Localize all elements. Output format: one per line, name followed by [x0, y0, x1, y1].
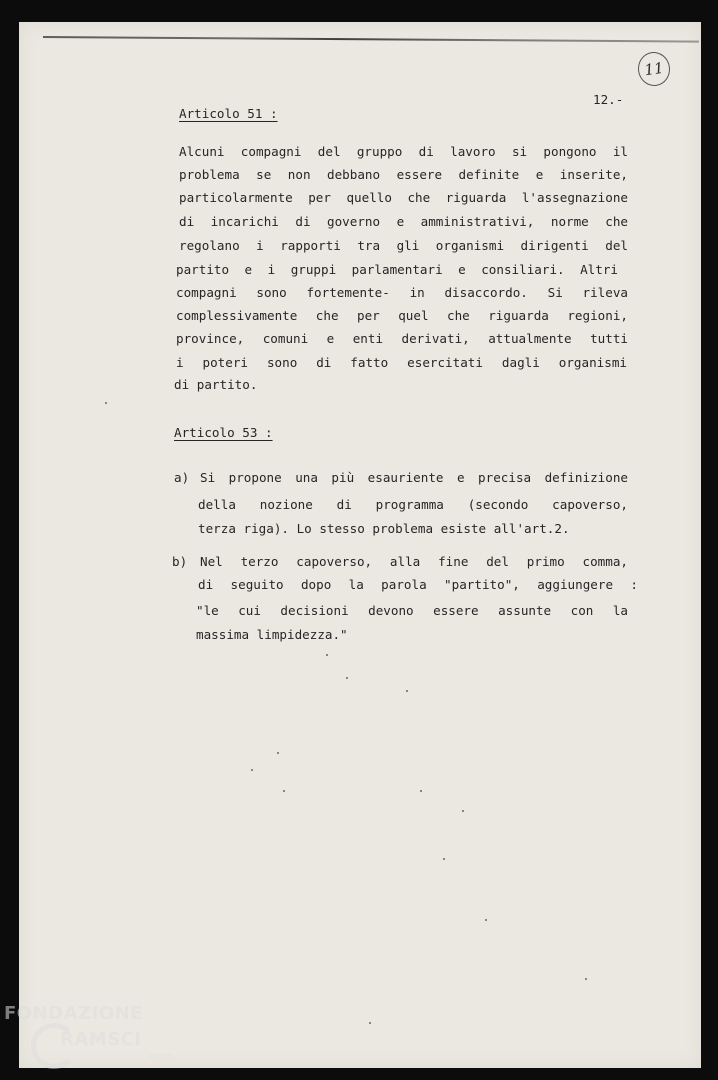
- paper-speck: [585, 978, 587, 980]
- item-a-line: della nozione di programma (secondo capoverso,: [198, 497, 628, 512]
- paper-speck: [105, 402, 107, 404]
- page-stamp: 11: [636, 50, 672, 88]
- item-b-marker: b): [172, 554, 188, 569]
- article-51-line: regolano i rapporti tra gli organismi dirigenti del: [179, 238, 628, 253]
- document-page: [19, 22, 701, 1068]
- item-b-line: di seguito dopo la parola "partito", aggiungere :: [198, 577, 638, 592]
- paper-speck: [443, 858, 445, 860]
- watermark-line2: RAMSCI: [60, 1029, 142, 1050]
- watermark-line1: FONDAZIONE: [4, 1003, 143, 1024]
- paper-speck: [346, 677, 348, 679]
- article-51-line: province, comuni e enti derivati, attualmente tutti: [176, 331, 628, 346]
- item-a-line: terza riga). Lo stesso problema esiste all'art.2.: [198, 521, 570, 536]
- article-51-heading: Articolo 51 :: [179, 106, 278, 121]
- page-number: 12.-: [593, 92, 624, 107]
- fondazione-gramsci-watermark: [4, 1003, 204, 1077]
- article-51-line: di partito.: [174, 377, 258, 392]
- item-b-line: Nel terzo capoverso, alla fine del primo comma,: [200, 554, 628, 569]
- paper-speck: [462, 810, 464, 812]
- article-51-line: di incarichi di governo e amministrativi, norme che: [179, 214, 628, 229]
- paper-speck: [406, 690, 408, 692]
- article-53-heading: Articolo 53 :: [174, 425, 273, 440]
- watermark-suffix: onlus: [149, 1051, 173, 1060]
- item-b-line: massima limpidezza.": [196, 627, 348, 642]
- article-51-line: problema se non debbano essere definite e inserite,: [179, 167, 628, 182]
- paper-speck: [326, 654, 328, 656]
- paper-speck: [251, 769, 253, 771]
- item-b-line: "le cui decisioni devono essere assunte con la: [196, 603, 628, 618]
- paper-speck: [369, 1022, 371, 1024]
- article-51-line: particolarmente per quello che riguarda l'assegnazione: [179, 190, 628, 205]
- paper-speck: [277, 752, 279, 754]
- paper-speck: [420, 790, 422, 792]
- article-51-line: compagni sono fortemente- in disaccordo. Si rileva: [176, 285, 628, 300]
- article-51-line: i poteri sono di fatto esercitati dagli organismi: [176, 355, 627, 370]
- paper-speck: [283, 790, 285, 792]
- top-rule: [43, 36, 699, 43]
- item-a-line: Si propone una più esauriente e precisa definizione: [200, 470, 628, 485]
- paper-speck: [485, 919, 487, 921]
- article-51-line: Alcuni compagni del gruppo di lavoro si pongono il: [179, 144, 628, 159]
- article-51-line: partito e i gruppi parlamentari e consiliari. Altri: [176, 262, 618, 277]
- article-51-line: complessivamente che per quel che riguarda regioni,: [176, 308, 628, 323]
- item-a-marker: a): [174, 470, 190, 485]
